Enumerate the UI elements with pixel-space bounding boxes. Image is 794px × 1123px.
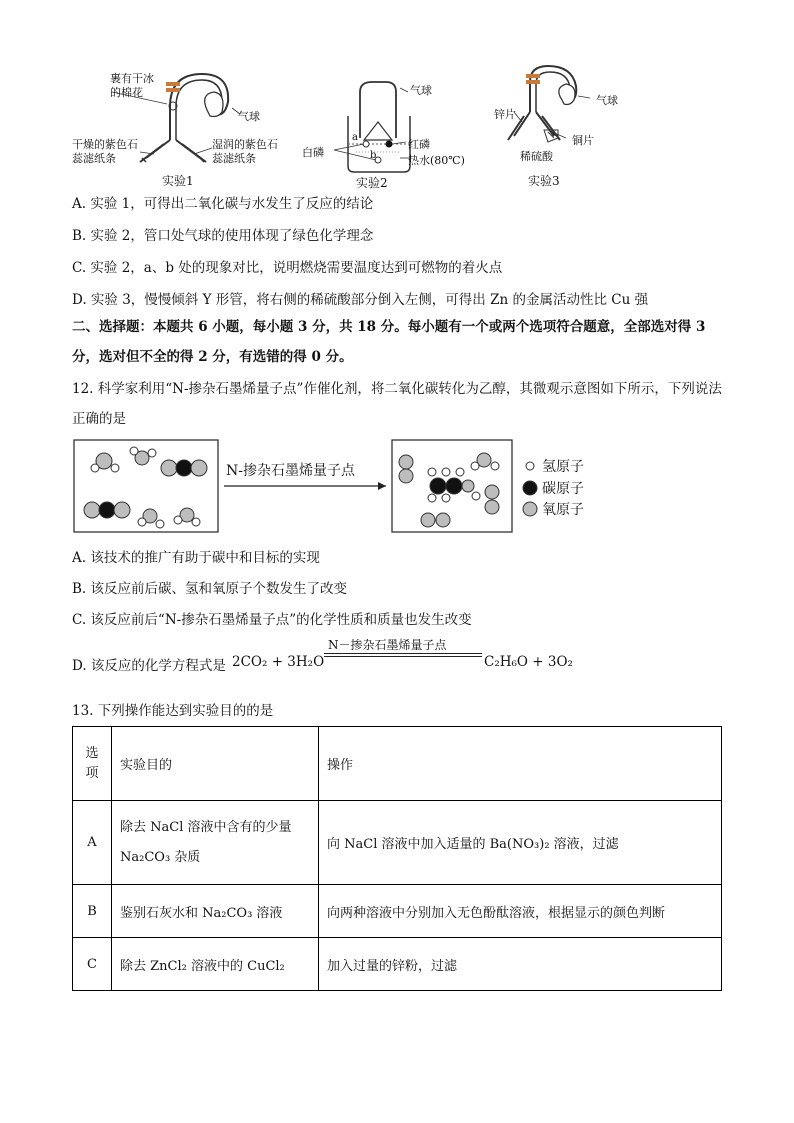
q13-table: [72, 726, 722, 991]
legend-oxygen: 氧原子: [542, 502, 584, 518]
legend-carbon: 碳原子: [542, 481, 584, 497]
header-operation: 操作: [319, 727, 722, 801]
mark-b: b: [370, 150, 377, 161]
header-goal: 实验目的: [112, 727, 319, 801]
legend-hydrogen: 氢原子: [542, 459, 584, 475]
figure-experiment-2: [296, 78, 476, 190]
caption-exp1: 实验1: [162, 174, 194, 188]
q11-option-a: A. 实验 1，可得出二氧化碳与水发生了反应的结论: [72, 196, 374, 212]
q12-option-b: B. 该反应前后碳、氢和氧原子个数发生了改变: [72, 581, 348, 597]
q12-option-d-products: C₂H₆O + 3O₂: [484, 654, 573, 670]
row-goal: 除去 NaCl 溶液中含有的少量 Na₂CO₃ 杂质: [112, 801, 319, 885]
section-heading: 二、选择题：本题共 6 小题，每小题 3 分，共 18 分。每小题有一个或两个选项符合题意，全部选对得 3 分，选对但不全的得 2 分，有选错的得 0 分。: [72, 319, 706, 365]
table-header-row: [73, 727, 722, 801]
caption-exp2: 实验2: [356, 176, 388, 190]
label-white-phosphorus: 白磷: [302, 146, 324, 159]
row-goal: 鉴别石灰水和 Na₂CO₃ 溶液: [112, 885, 319, 938]
table-row: [73, 885, 722, 938]
q12-option-d-prefix: D. 该反应的化学方程式是: [72, 658, 226, 674]
label-balloon-1: 气球: [238, 110, 260, 123]
experiment-1-apparatus: [72, 62, 292, 190]
row-operation: 向 NaCl 溶液中加入适量的 Ba(NO₃)₂ 溶液，过滤: [319, 801, 722, 885]
caption-exp3: 实验3: [528, 174, 560, 188]
table-row: [73, 938, 722, 991]
label-dry-paper: 干燥的紫色石蕊滤纸条: [72, 138, 138, 165]
header-option: 选项: [73, 727, 112, 801]
q11-option-c: C. 实验 2，a、b 处的现象对比，说明燃烧需要温度达到可燃物的着火点: [72, 260, 503, 276]
label-red-phosphorus: 红磷: [408, 138, 430, 151]
catalyst-label: N-掺杂石墨烯量子点: [226, 463, 355, 479]
label-acid: 稀硫酸: [520, 150, 553, 163]
row-option: C: [73, 938, 112, 991]
mark-a: a: [352, 132, 358, 143]
row-option: B: [73, 885, 112, 938]
label-hot-water: 热水(80℃): [408, 154, 465, 167]
row-goal: 除去 ZnCl₂ 溶液中的 CuCl₂: [112, 938, 319, 991]
table-row: [73, 801, 722, 885]
row-operation: 加入过量的锌粉，过滤: [319, 938, 722, 991]
label-balloon-3: 气球: [596, 94, 618, 107]
label-wet-paper: 湿润的紫色石蕊滤纸条: [212, 138, 278, 165]
q12-stem: 12. 科学家利用“N-掺杂石墨烯量子点”作催化剂，将二氧化碳转化为乙醇，其微观示意图如下所示，下列说法正确的是: [72, 381, 722, 427]
q13-stem: 13. 下列操作能达到实验目的的是: [72, 703, 274, 719]
label-zinc: 锌片: [494, 108, 516, 121]
figure-experiment-1: [72, 62, 292, 190]
row-operation: 向两种溶液中分别加入无色酚酞溶液，根据显示的颜色判断: [319, 885, 722, 938]
q11-option-b: B. 实验 2，管口处气球的使用体现了绿色化学理念: [72, 228, 374, 244]
label-balloon-2: 气球: [410, 84, 432, 97]
q12-option-c: C. 该反应前后“N-掺杂石墨烯量子点”的化学性质和质量也发生改变: [72, 612, 472, 628]
q12-option-d-condition: N－掺杂石墨烯量子点: [328, 638, 447, 652]
q12-diagram: [72, 438, 632, 534]
q12-option-a: A. 该技术的推广有助于碳中和目标的实现: [72, 550, 320, 566]
label-cotton: 裹有干冰的棉花: [110, 72, 154, 99]
q11-option-d: D. 实验 3，慢慢倾斜 Y 形管，将右侧的稀硫酸部分倒入左侧，可得出 Zn 的金属活动性比 Cu 强: [72, 292, 649, 308]
label-copper: 铜片: [572, 134, 594, 147]
q12-option-d-reactants: 2CO₂ + 3H₂O: [232, 654, 325, 670]
experiment-3-apparatus: [492, 60, 642, 190]
row-option: A: [73, 801, 112, 885]
figure-experiment-3: [492, 60, 642, 190]
